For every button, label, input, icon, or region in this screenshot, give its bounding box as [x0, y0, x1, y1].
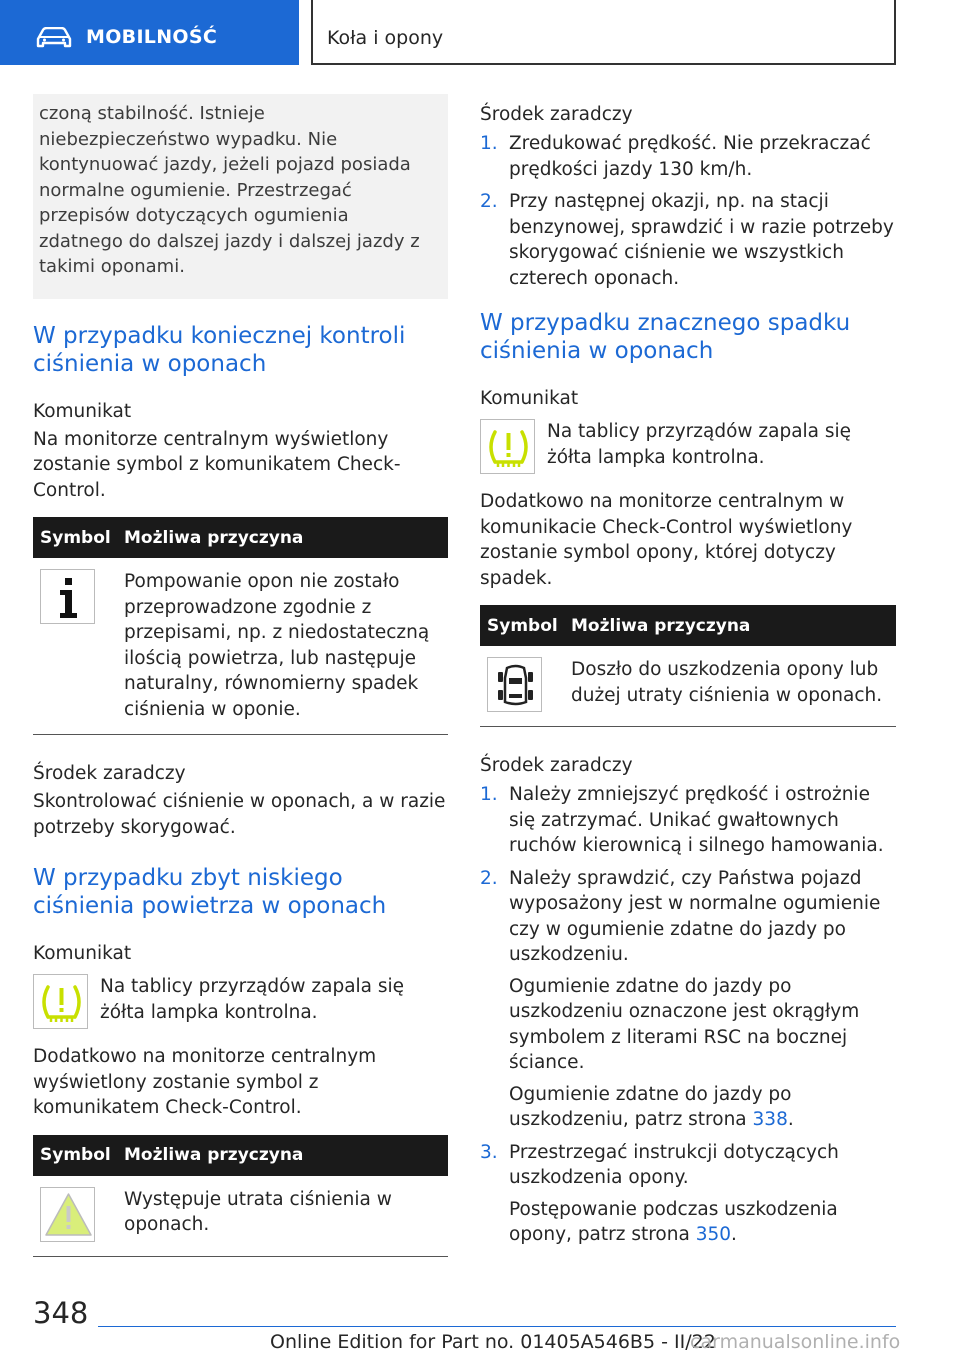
remedy-steps	[480, 131, 896, 291]
message-text: Na monitorze centralnym wyświetlony zostanie symbol z komunikatem Check-Control.	[33, 428, 401, 501]
car-icon	[36, 27, 72, 49]
cause-text: Pompowanie opon nie zostało przeprowadzone zgodnie z przepisami, np. z niedostateczną ilością powietrza, lub następuje naturalny, równomierny spadek ciśnienia w oponie.	[124, 571, 430, 720]
remedy-steps	[480, 782, 896, 1248]
heading-low-pressure: W przypadku zbyt niskiego ciśnienia powietrza w oponach	[33, 865, 387, 919]
table-header	[33, 517, 448, 558]
table-row	[33, 558, 448, 735]
remedy-label: Środek zaradczy	[33, 763, 186, 784]
edition-text: Online Edition for Part no. 01405A546B5 - II/22	[270, 1331, 716, 1353]
chapter-tab	[311, 0, 896, 65]
lamp-line	[480, 419, 896, 474]
message-label: Komunikat	[33, 943, 132, 964]
car-tire-damage-icon	[487, 657, 542, 712]
col-symbol: Symbol	[40, 1145, 111, 1165]
cause-text: Występuje utrata ciśnienia w oponach.	[124, 1188, 392, 1235]
warning-box: czoną stabilność. Istnieje niebezpieczeństwo wypadku. Nie kontynuować jazdy, jeżeli pojazd posiada normalne ogumienie. Przestrzegać przepisów dotyczących ogumienia zdatnego do dalszej jazdy i dalszej jazdy z takimi oponami.	[33, 94, 448, 299]
list-item: 3. Przestrzegać instrukcji dotyczących uszkodzenia opony. Postępowanie podczas uszkodzenia opony, patrz strona 350.	[480, 1141, 839, 1245]
table-row	[33, 1176, 448, 1257]
left-column	[33, 94, 448, 1257]
heading-major-pressure-loss: W przypadku znacznego spadku ciśnienia w oponach	[480, 310, 851, 364]
table-header	[480, 605, 896, 646]
watermark: carmanualsonline.info	[690, 1331, 901, 1353]
message-text: Dodatkowo na monitorze centralnym wyświetlony zostanie symbol z komunikatem Check-Control.	[33, 1046, 377, 1118]
info-icon	[40, 569, 95, 624]
page-link-338[interactable]: 338	[752, 1109, 788, 1130]
right-column	[480, 94, 896, 1255]
warning-triangle-icon	[40, 1187, 95, 1242]
lamp-line	[33, 974, 448, 1029]
col-cause: Możliwa przyczyna	[124, 527, 304, 548]
lamp-text: Na tablicy przyrządów zapala się żółta lampka kontrolna.	[547, 421, 852, 468]
remedy-text: Skontrolować ciśnienie w oponach, a w razie potrzeby skorygować.	[33, 791, 446, 838]
chapter-title: Koła i opony	[327, 27, 444, 49]
list-item: 1. Należy zmniejszyć prędkość i ostrożnie się zatrzymać. Unikać gwałtownych ruchów kierownicą i silnego hamowania.	[480, 784, 884, 856]
table-header	[33, 1135, 448, 1176]
list-item: 1. Zredukować prędkość. Nie przekraczać prędkości jazdy 130 km/h.	[480, 133, 871, 180]
table-row	[480, 646, 896, 727]
message-label: Komunikat	[33, 400, 132, 422]
col-symbol: Symbol	[40, 527, 111, 548]
message-text: Dodatkowo na monitorze centralnym w komunikacie Check-Control wyświetlony zostanie symbol opony, której dotyczy spadek.	[480, 491, 853, 589]
col-cause: Możliwa przyczyna	[571, 615, 751, 636]
footer-divider	[98, 1326, 896, 1327]
tire-pressure-warning-lamp-icon	[480, 419, 535, 474]
remedy-label: Środek zaradczy	[480, 104, 633, 125]
col-symbol: Symbol	[487, 615, 558, 636]
col-cause: Możliwa przyczyna	[124, 1145, 304, 1165]
lamp-text: Na tablicy przyrządów zapala się żółta lampka kontrolna.	[100, 976, 405, 1023]
tire-pressure-warning-lamp-icon	[33, 974, 88, 1029]
page-link-350[interactable]: 350	[695, 1224, 732, 1245]
remedy-label: Środek zaradczy	[480, 755, 633, 776]
message-label: Komunikat	[480, 388, 579, 409]
list-item: 2. Przy następnej okazji, np. na stacji benzynowej, sprawdzić i w razie potrzeby skorygować ciśnienie we wszystkich czterech oponach.	[480, 191, 894, 289]
section-tab	[0, 0, 299, 65]
heading-check-pressure: W przypadku koniecznej kontroli ciśnienia w oponach	[33, 322, 406, 377]
page-number: 348	[33, 1296, 89, 1330]
cause-text: Doszło do uszkodzenia opony lub dużej utraty ciśnienia w oponach.	[571, 659, 883, 706]
section-title: MOBILNOŚĆ	[86, 26, 218, 48]
list-item: 2. Należy sprawdzić, czy Państwa pojazd wyposażony jest w normalne ogumienie czy w ogumienie zdatne do jazdy po uszkodzeniu. Ogumienie zdatne do jazdy po uszkodzeniu oznaczone jest okrągłym symbolem z literami RSC na bocznej ściance. Ogumienie zdatne do jazdy po uszkodzeniu, patrz strona 338.	[480, 867, 881, 1130]
